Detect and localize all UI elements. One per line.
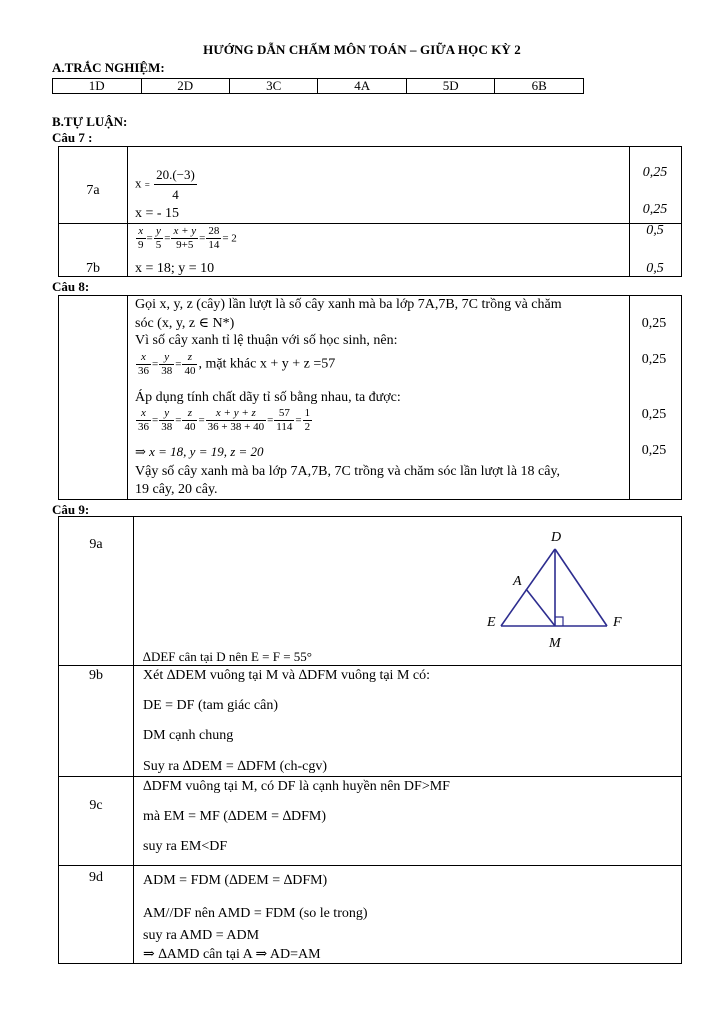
q7a-numerator: 20.(−3) bbox=[154, 165, 197, 185]
q8-score: 0,25 bbox=[641, 407, 667, 422]
segment-AM bbox=[526, 589, 555, 626]
answer-cell: 6B bbox=[495, 79, 584, 94]
q7b-score-1: 0,5 bbox=[646, 223, 664, 238]
label-F: F bbox=[613, 615, 622, 630]
q8-line: Gọi x, y, z (cây) lần lượt là số cây xanh mà ba lớp 7A,7B, 7C trồng và chăm bbox=[135, 297, 562, 312]
page-title: HƯỚNG DẪN CHẤM MÔN TOÁN – GIỮA HỌC KỲ 2 bbox=[203, 42, 521, 57]
triangle-figure bbox=[479, 523, 675, 653]
q7a-label: 7a bbox=[86, 183, 100, 198]
answer-cell: 2D bbox=[141, 79, 230, 94]
q8-score: 0,25 bbox=[641, 316, 667, 331]
q9a-text: ∆DEF cân tại D nên E = F = 55° bbox=[143, 649, 312, 664]
frac-den: 40 bbox=[184, 365, 196, 377]
q9-table bbox=[58, 516, 682, 964]
q9d-line: AM//DF nên AMD = FDM (so le trong) bbox=[143, 906, 368, 921]
answer-cell: 4A bbox=[318, 79, 407, 94]
q7-heading: Câu 7 : bbox=[52, 130, 93, 145]
q8-line: Vì số cây xanh tỉ lệ thuận với số học sinh, nên: bbox=[135, 333, 398, 348]
frac-den: 38 bbox=[161, 365, 173, 377]
answer-cell: 1D bbox=[53, 79, 142, 94]
frac-num: y bbox=[159, 351, 174, 365]
q9c-line: suy ra EM<DF bbox=[143, 839, 228, 854]
frac-num: 28 bbox=[208, 225, 220, 237]
q7a-expression bbox=[135, 165, 198, 204]
q8-proportion: $\frac{x}{36}$ = $\frac{y}{38}$ = $\frac{z}{40}$ , mặt khác x + y + z =57 bbox=[138, 351, 336, 377]
q8-line: ⇒ x = 18, y = 19, z = 20 bbox=[135, 444, 264, 459]
q9-heading: Câu 9: bbox=[52, 502, 90, 517]
frac-num: x bbox=[136, 351, 151, 365]
q9d-label: 9d bbox=[89, 870, 103, 885]
q9c-label: 9c bbox=[89, 798, 103, 813]
frac-num: 1 bbox=[304, 407, 311, 419]
frac-num: x bbox=[136, 407, 151, 421]
q8-heading: Câu 8: bbox=[52, 279, 90, 294]
q7b-score-2: 0,5 bbox=[646, 261, 664, 276]
frac-num: x bbox=[136, 225, 146, 239]
q9b-line: Suy ra ∆DEM = ∆DFM (ch-cgv) bbox=[143, 759, 328, 774]
frac-den: 9+5 bbox=[176, 239, 194, 251]
frac-num: z bbox=[182, 407, 197, 421]
q7b-expression: $\frac{x}{9}$ = $\frac{y}{5}$ = $\frac{x + y}{9+5}$ = $\frac{28}{14}$ = 2 bbox=[138, 225, 237, 251]
answer-table bbox=[52, 78, 584, 94]
q9d-line: ⇒ ∆AMD cân tại A ⇒ AD=AM bbox=[143, 947, 321, 962]
q9d-line: suy ra AMD = ADM bbox=[143, 928, 260, 943]
q7b-eq-end: = 2 bbox=[222, 232, 237, 245]
q7a-result: x = - 15 bbox=[135, 206, 180, 221]
q8-line: Áp dụng tính chất dãy tỉ số bằng nhau, ta được: bbox=[135, 390, 401, 405]
label-M: M bbox=[549, 636, 561, 651]
frac-den: 36 + 38 + 40 bbox=[207, 421, 265, 433]
q8-sum-condition: , mặt khác x + y + z =57 bbox=[198, 356, 336, 372]
q9b-line: DE = DF (tam giác cân) bbox=[143, 698, 279, 713]
answer-cell: 3C bbox=[230, 79, 318, 94]
q9b-label: 9b bbox=[89, 668, 103, 683]
q7-table bbox=[58, 146, 682, 277]
q8-score: 0,25 bbox=[641, 443, 667, 458]
q7a-x: x bbox=[135, 175, 142, 191]
frac-num: y bbox=[159, 407, 174, 421]
frac-den: 14 bbox=[208, 239, 220, 251]
q8-line: Vậy số cây xanh mà ba lớp 7A,7B, 7C trồng và chăm sóc lần lượt là 18 cây, bbox=[135, 464, 561, 479]
q8-table bbox=[58, 295, 682, 500]
q7a-score-1: 0,25 bbox=[642, 165, 668, 180]
frac-num: 57 bbox=[274, 407, 294, 421]
answer-cell: 5D bbox=[406, 79, 495, 94]
q9b-line: Xét ∆DEM vuông tại M và ∆DFM vuông tại M có: bbox=[143, 668, 430, 683]
label-A: A bbox=[513, 574, 522, 589]
q8-line: 19 cây, 20 cây. bbox=[135, 482, 218, 497]
frac-num: x + y + z bbox=[206, 407, 266, 421]
q9c-line: ∆DFM vuông tại M, có DF là cạnh huyền nên DF>MF bbox=[143, 779, 450, 794]
label-E: E bbox=[487, 615, 496, 630]
frac-den: 38 bbox=[161, 421, 173, 433]
frac-den: 36 bbox=[138, 421, 149, 433]
frac-num: y bbox=[154, 225, 164, 239]
q9d-line: ADM = FDM (∆DEM = ∆DFM) bbox=[143, 873, 328, 888]
q7b-result: x = 18; y = 10 bbox=[135, 261, 215, 276]
frac-den: 36 bbox=[138, 365, 149, 377]
q8-equal-ratios: $\frac{x}{36}$ = $\frac{y}{38}$ = $\frac{z}{40}$ = $\frac{x + y + z}{36 + 38 + 40}$ = $\frac{57}{114}$ = $\frac{1}{2}$ bbox=[138, 407, 311, 433]
q7a-score-2: 0,25 bbox=[642, 202, 668, 217]
label-D: D bbox=[551, 530, 562, 545]
q9c-line: mà EM = MF (∆DEM = ∆DFM) bbox=[143, 809, 327, 824]
frac-den: 114 bbox=[276, 421, 293, 433]
q7b-label: 7b bbox=[86, 261, 100, 276]
frac-num: z bbox=[182, 351, 197, 365]
q9a-label: 9a bbox=[89, 537, 103, 552]
frac-den: 9 bbox=[138, 239, 144, 251]
side-DF bbox=[555, 549, 607, 626]
section-a-heading: A.TRẮC NGHIỆM: bbox=[52, 60, 165, 75]
q8-score: 0,25 bbox=[641, 352, 667, 367]
frac-den: 2 bbox=[304, 421, 311, 433]
q9b-line: DM cạnh chung bbox=[143, 728, 234, 743]
frac-den: 40 bbox=[184, 421, 196, 433]
q8-line: sóc (x, y, z ∈ N*) bbox=[135, 316, 235, 331]
q7a-denominator: 4 bbox=[172, 187, 179, 202]
q7a-eq: = bbox=[144, 179, 150, 190]
frac-den: 5 bbox=[155, 239, 162, 251]
frac-num: x + y bbox=[173, 225, 197, 237]
right-angle-mark bbox=[555, 617, 563, 626]
section-b-heading: B.TỰ LUẬN: bbox=[52, 114, 128, 129]
